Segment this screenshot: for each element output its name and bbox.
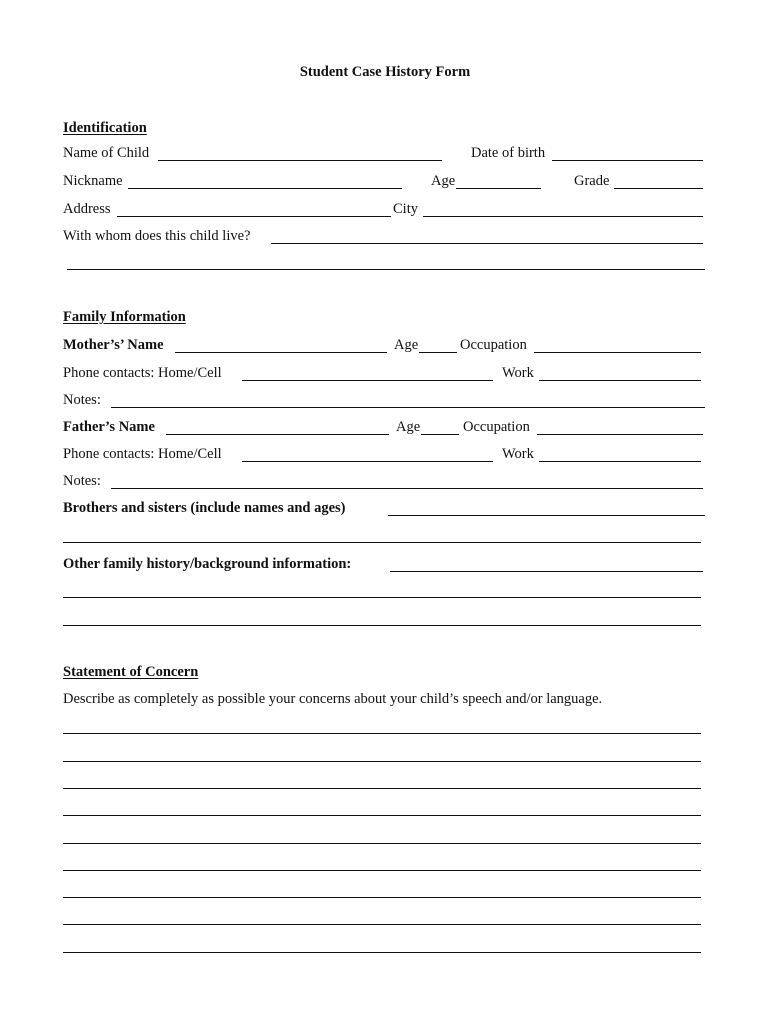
nickname-label: Nickname xyxy=(63,173,123,189)
concern-line-3[interactable] xyxy=(63,788,701,789)
address-label: Address xyxy=(63,201,111,217)
concern-line-6[interactable] xyxy=(63,870,701,871)
mother-notes-label: Notes: xyxy=(63,392,101,408)
siblings-field[interactable] xyxy=(388,515,705,516)
mother-age-field[interactable] xyxy=(419,352,457,353)
father-phone-field[interactable] xyxy=(242,461,493,462)
fathers-name-label: Father’s Name xyxy=(63,419,155,435)
name-of-child-field[interactable] xyxy=(158,160,442,161)
lives-with-extra-line[interactable] xyxy=(67,269,705,270)
other-history-line-1[interactable] xyxy=(63,597,701,598)
father-phone-label: Phone contacts: Home/Cell xyxy=(63,446,222,462)
lives-with-field[interactable] xyxy=(271,243,703,244)
name-of-child-label: Name of Child xyxy=(63,145,150,161)
mothers-name-field[interactable] xyxy=(175,352,387,353)
mother-work-field[interactable] xyxy=(539,380,701,381)
lives-with-label: With whom does this child live? xyxy=(63,228,251,244)
concern-line-5[interactable] xyxy=(63,843,701,844)
father-age-label: Age xyxy=(396,419,421,435)
fathers-name-field[interactable] xyxy=(166,434,389,435)
concern-line-2[interactable] xyxy=(63,761,701,762)
grade-field[interactable] xyxy=(614,188,703,189)
father-work-field[interactable] xyxy=(539,461,701,462)
address-row xyxy=(63,200,705,222)
age-field[interactable] xyxy=(456,188,541,189)
other-history-row xyxy=(63,555,705,577)
father-row xyxy=(63,418,705,440)
other-history-label: Other family history/background information: xyxy=(63,556,352,572)
nickname-field[interactable] xyxy=(128,188,402,189)
lives-with-row xyxy=(63,227,705,249)
form-title: Student Case History Form xyxy=(299,64,471,80)
other-history-line-2[interactable] xyxy=(63,625,701,626)
concern-line-1[interactable] xyxy=(63,733,701,734)
grade-label: Grade xyxy=(574,173,610,189)
mothers-name-label: Mother’s’ Name xyxy=(63,337,164,353)
concern-line-8[interactable] xyxy=(63,924,701,925)
father-phone-row xyxy=(63,445,705,467)
mother-phone-row xyxy=(63,364,705,386)
name-row xyxy=(63,144,705,166)
concern-heading: Statement of Concern xyxy=(63,664,199,680)
mother-notes-row xyxy=(63,391,705,413)
father-occupation-label: Occupation xyxy=(463,419,530,435)
mother-occupation-label: Occupation xyxy=(460,337,527,353)
concern-line-9[interactable] xyxy=(63,952,701,953)
family-heading: Family Information xyxy=(63,309,186,325)
mother-occupation-field[interactable] xyxy=(534,352,701,353)
father-work-label: Work xyxy=(502,446,534,462)
mother-age-label: Age xyxy=(394,337,419,353)
mother-notes-field[interactable] xyxy=(111,407,705,408)
other-history-field[interactable] xyxy=(390,571,703,572)
age-label: Age xyxy=(431,173,456,189)
date-of-birth-field[interactable] xyxy=(552,160,703,161)
mother-phone-label: Phone contacts: Home/Cell xyxy=(63,365,222,381)
concern-line-4[interactable] xyxy=(63,815,701,816)
mother-row xyxy=(63,336,705,358)
mother-phone-field[interactable] xyxy=(242,380,493,381)
father-occupation-field[interactable] xyxy=(537,434,703,435)
siblings-label: Brothers and sisters (include names and ages) xyxy=(63,500,346,516)
nickname-row xyxy=(63,172,705,194)
concern-description: Describe as completely as possible your concerns about your child’s speech and/or language. xyxy=(63,691,603,707)
address-field[interactable] xyxy=(117,216,391,217)
father-notes-field[interactable] xyxy=(111,488,703,489)
identification-heading: Identification xyxy=(63,120,147,136)
father-notes-label: Notes: xyxy=(63,473,101,489)
siblings-row xyxy=(63,499,705,521)
city-label: City xyxy=(393,201,418,217)
concern-line-7[interactable] xyxy=(63,897,701,898)
siblings-extra-line[interactable] xyxy=(63,542,701,543)
city-field[interactable] xyxy=(423,216,703,217)
mother-work-label: Work xyxy=(502,365,534,381)
date-of-birth-label: Date of birth xyxy=(471,145,546,161)
father-notes-row xyxy=(63,472,705,494)
father-age-field[interactable] xyxy=(421,434,459,435)
